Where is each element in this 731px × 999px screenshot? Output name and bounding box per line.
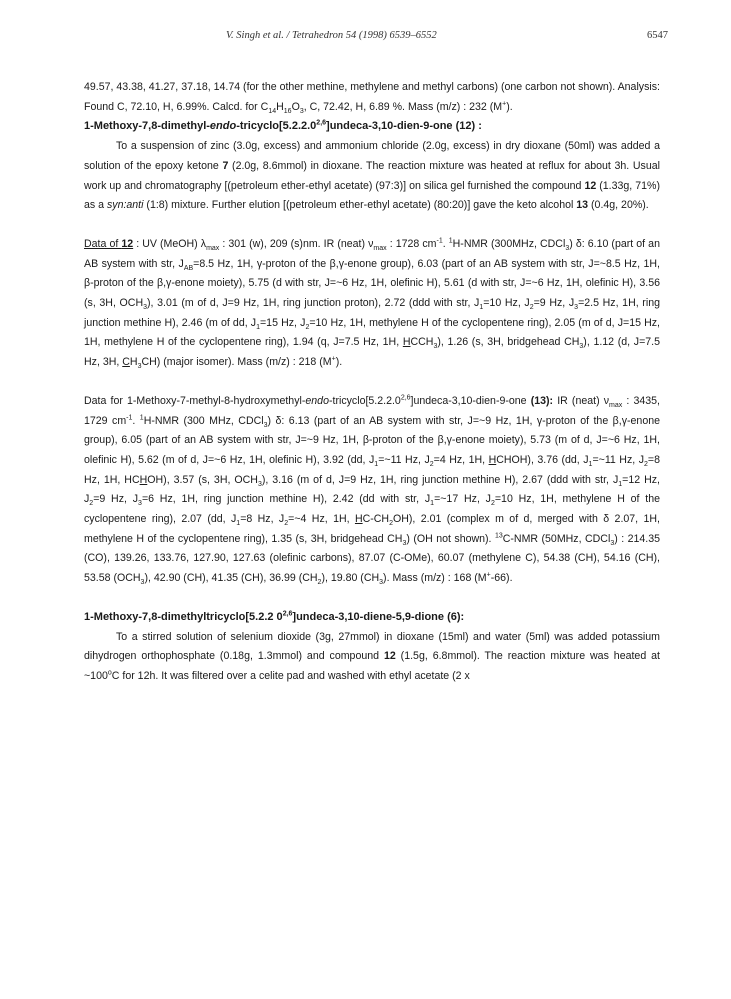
page-number: 6547: [647, 30, 668, 41]
paragraph-gap: [84, 373, 660, 392]
running-head: V. Singh et al. / Tetrahedron 54 (1998) 6539–6552: [226, 30, 437, 41]
paragraph-gap: [84, 589, 660, 608]
article-body: [84, 78, 660, 687]
section-heading: 1-Methoxy-7,8-dimethyltricyclo[5.2.2 0$^{2,6}$]undeca-3,10-diene-5,9-dione (6):: [84, 610, 465, 623]
paragraph: Data of 12 : UV (MeOH) $\lambda_{max}$ : 301 (w), 209 (s)nm. IR (neat) $\nu_{max}$ : 1728 $cm^{-1}$. $^1$H-NMR (300MHz, CDCl$_3$) δ: 6.10 (part of an AB system with str, $J_{AB}=8.5$ Hz, 1H, γ-proton of the β,γ-enone group), 6.03 (part of an AB system with str, J=~8.5 Hz, 1H, β-proton of the β,γ-enone moiety), 5.75 (d with str, J=~6 Hz, 1H, olefinic H), 5.61 (d with str, J=~6 Hz, 1H, olefinic H), 3.56 (s, 3H, $OCH_3$), 3.01 (m of d, J=9 Hz, 1H, ring junction proton), 2.72 (ddd with str, $J_1=10$ Hz, $J_2=9$ Hz, $J_3=2.5$ Hz, 1H, ring junction methine H), 2.46 (m of dd, $J_1=15$ Hz, $J_2=10$ Hz, 1H, methylene H of the cyclopentene ring), 2.05 (m of d, J=15 Hz, 1H, methylene H of the cyclopentene ring), 1.94 (q, J=7.5 Hz, 1H, $HCCH_3$), 1.26 (s, 3H, bridgehead $CH_3$), 1.12 (d, J=7.5 Hz, 3H, $CH_3CH$) (major isomer). Mass (m/z) : 218 (M+).: [84, 237, 661, 371]
paragraph: To a suspension of zinc (3.0g, excess) and ammonium chloride (2.0g, excess) in dry dioxane (50ml) was added a solution of the epoxy ketone 7 (2.0g, 8.6mmol) in dioxane. The reaction mixture was heated at reflux for about 3h. Usual work up and chromatography [(petroleum ether-ethyl acetate) (97:3)] on silica gel furnished the compound 12 (1.33g, 71%) as a syn:anti (1:8) mixture. Further elution [(petroleum ether-ethyl acetate) (80:20)] gave the keto alcohol 13 (0.4g, 20%).: [84, 140, 660, 212]
paragraph: To a stirred solution of selenium dioxide (3g, 27mmol) in dioxane (15ml) and water (5ml) was added potassium dihydrogen orthophosphate (0.18g, 1.3mmol) and compound 12 (1.5g, 6.8mmol). The reaction mixture was heated at ~100$^o$C for 12h. It was filtered over a celite pad and washed with ethyl acetate (2 x: [84, 630, 660, 682]
paragraph: 49.57, 43.38, 41.27, 37.18, 14.74 (for the other methine, methylene and methyl carbons) (one carbon not shown). Analysis: Found C, 72.10, H, 6.99%. Calcd. for $C_{14}H_{16}O_3$, C, 72.42, H, 6.89 %. Mass (m/z) : 232 (M+).: [84, 81, 660, 115]
paragraph: Data for 1-Methoxy-7-methyl-8-hydroxymethyl-endo-tricyclo[5.2.2.0$^{2,6}$]undeca-3,10-dien-9-one (13): IR (neat) $\nu_{max}$ : 3435, 1729 $cm^{-1}$. $^1$H-NMR (300 MHz, CDCl$_3$) δ: 6.13 (part of an AB system with str, J=~9 Hz, 1H, γ-proton of the β,γ-enone group), 6.05 (part of an AB system with str, J=~9 Hz, 1H, β-proton of the β,γ-enone moiety), 5.73 (m of d, J=~6 Hz, 1H, olefinic H), 5.62 (m of d, J=~6 Hz, 1H, olefinic H), 3.92 (dd, $J_1=\sim 11$ Hz, $J_2=4$ Hz, 1H, HCHOH), 3.76 (dd, $J_1=\sim 11$ Hz, $J_2=8$ Hz, 1H, HCHOH), 3.57 (s, 3H, $OCH_3$), 3.16 (m of d, J=9 Hz, 1H, ring junction methine H), 2.67 (ddd with str, $J_1=12$ Hz, $J_2=9$ Hz, $J_3=6$ Hz, 1H, ring junction methine H), 2.42 (dd with str, $J_1=\sim 17$ Hz, $J_2=10$ Hz, 1H, methylene H of the cyclopentene ring), 2.07 (dd, $J_1=8$ Hz, $J_2=\sim 4$ Hz, 1H, $HC-CH_2OH$), 2.01 (complex m of d, merged with δ 2.07, 1H, methylene H of the cyclopentene ring), 1.35 (s, 3H, bridgehead $CH_3$) (OH not shown). $^{13}$C-NMR (50MHz, CDCl$_3$) : 214.35 (CO), 139.26, 133.76, 127.90, 127.63 (olefinic carbons), 87.07 (C-OMe), 60.07 (methylene C), 54.38 (CH), 54.16 (CH), 53.58 $(OCH_3)$, 42.90 (CH), 41.35 (CH), 36.99 $(CH_2)$, 19.80 $(CH_3)$. Mass (m/z) : 168 (M+-66).: [84, 394, 661, 587]
section-heading: 1-Methoxy-7,8-dimethyl-endo-tricyclo[5.2.2.0$^{2,6}$]undeca-3,10-dien-9-one (12) :: [84, 119, 482, 133]
paragraph-gap: [84, 216, 660, 235]
page-header: [84, 30, 668, 46]
